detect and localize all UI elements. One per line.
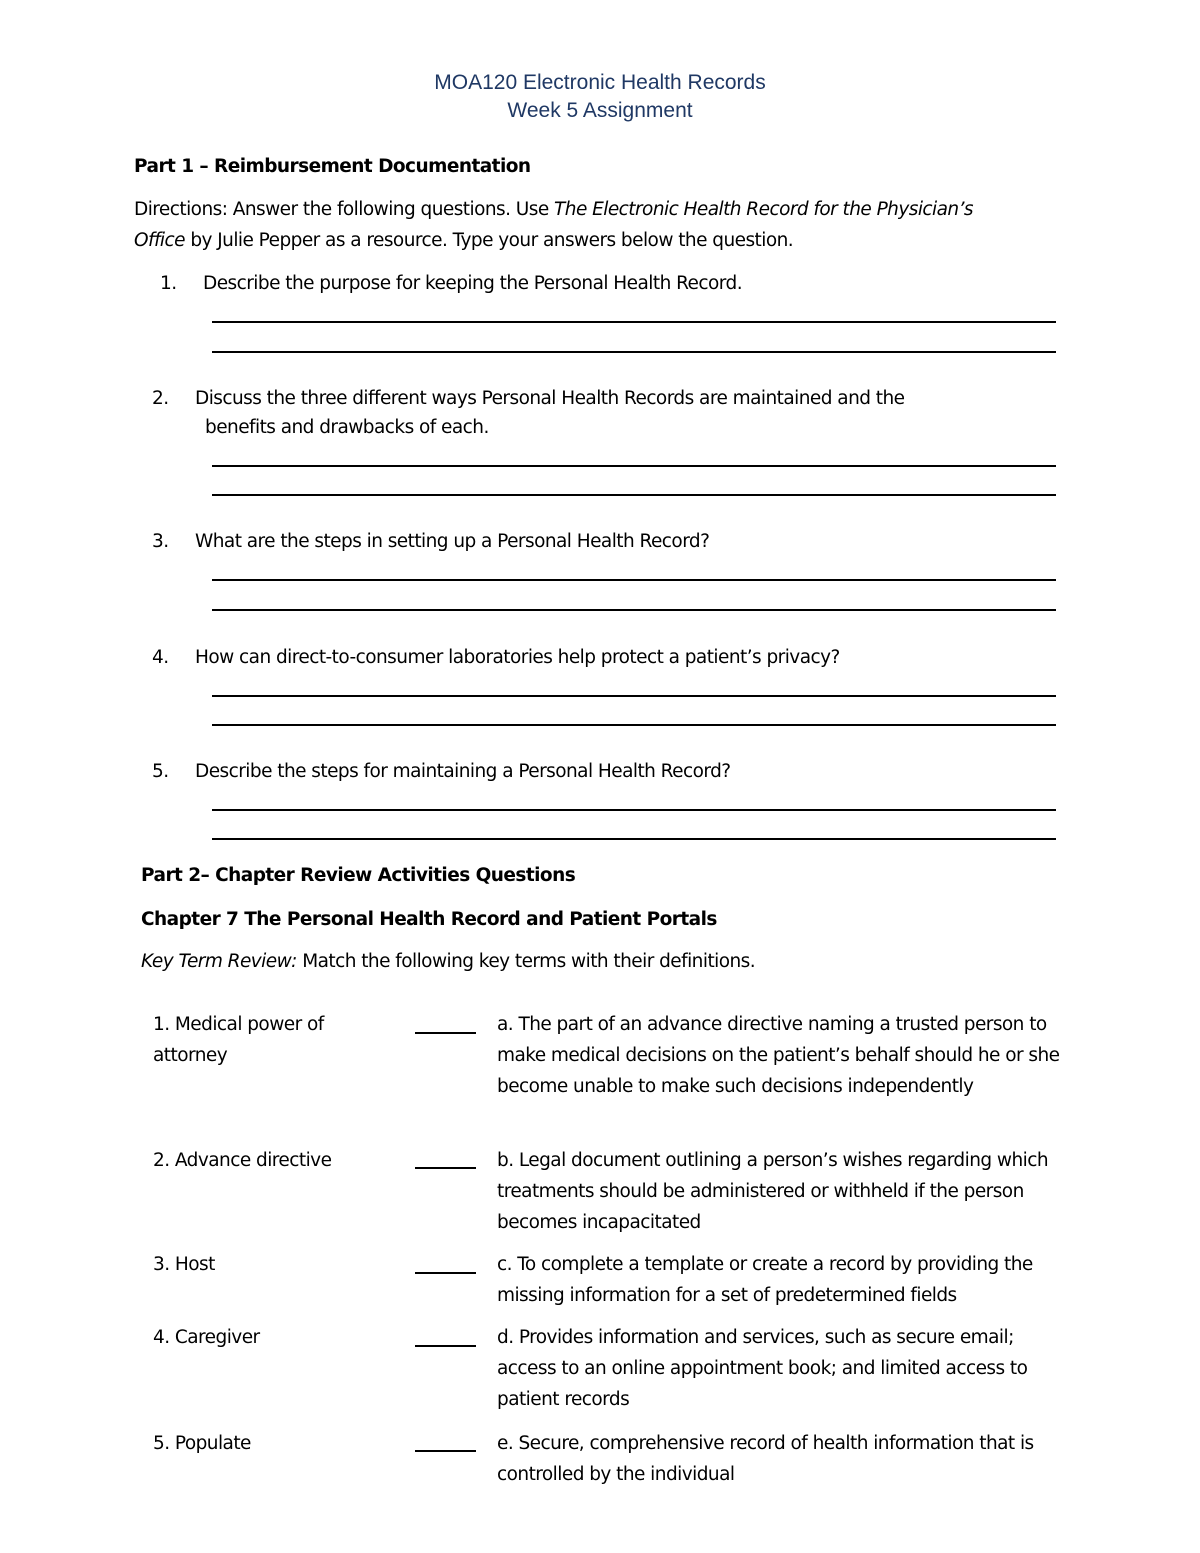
question-2-number: 2. (152, 388, 169, 409)
question-4-answer-line-1[interactable] (212, 695, 1056, 697)
match-blank-4[interactable] (415, 1345, 476, 1347)
question-4-number: 4. (152, 647, 169, 668)
directions-line-1 (134, 199, 973, 220)
key-term-label: Key Term Review: (141, 951, 297, 972)
question-3-answer-line-1[interactable] (212, 579, 1056, 581)
match-definition-c: c. To complete a template or create a record by providing the missing information for a set of predetermined fields (497, 1254, 1033, 1306)
question-3-answer-line-2[interactable] (212, 609, 1056, 611)
match-term-5: 5. Populate (153, 1433, 251, 1454)
directions-post: by Julie Pepper as a resource. Type your answers below the question. (184, 230, 794, 251)
question-2-text-continued: benefits and drawbacks of each. (205, 417, 489, 438)
question-5-text: Describe the steps for maintaining a Personal Health Record? (195, 761, 731, 782)
match-definition-d: d. Provides information and services, such as secure email; access to an online appointment book; and limited access to patient records (497, 1327, 1028, 1410)
book-title-part-1: The Electronic Health Record for the Physician’s (554, 199, 974, 220)
match-blank-3[interactable] (415, 1272, 476, 1274)
question-5-answer-line-2[interactable] (212, 838, 1056, 840)
match-term-1: 1. Medical power of attorney (153, 1014, 324, 1066)
question-4-answer-line-2[interactable] (212, 724, 1056, 726)
question-1-number: 1. (160, 273, 177, 294)
question-1-answer-line-1[interactable] (212, 321, 1056, 323)
question-2-text: Discuss the three different ways Personal Health Records are maintained and the (195, 388, 905, 409)
question-5-answer-line-1[interactable] (212, 809, 1056, 811)
directions-pre: Answer the following questions. Use (227, 199, 555, 220)
document-title: MOA120 Electronic Health Records (434, 71, 766, 94)
match-definition-a: a. The part of an advance directive naming a trusted person to make medical decisions on the patient’s behalf should he or she become unable to make such decisions independently (497, 1014, 1060, 1097)
match-definition-e: e. Secure, comprehensive record of health information that is controlled by the individual (497, 1433, 1034, 1485)
question-1-text: Describe the purpose for keeping the Personal Health Record. (203, 273, 743, 294)
match-term-3: 3. Host (153, 1254, 215, 1275)
question-2-answer-line-2[interactable] (212, 494, 1056, 496)
book-title-part-2: Office (134, 230, 185, 251)
match-blank-5[interactable] (415, 1450, 476, 1452)
directions-line-2 (134, 230, 793, 251)
key-term-instructions (141, 951, 755, 972)
part2-heading: Part 2– Chapter Review Activities Questions (141, 865, 576, 886)
question-4-text: How can direct-to-consumer laboratories help protect a patient’s privacy? (195, 647, 840, 668)
match-term-4: 4. Caregiver (153, 1327, 260, 1348)
match-blank-1[interactable] (415, 1032, 476, 1034)
directions-label: Directions: (134, 199, 228, 220)
question-3-text: What are the steps in setting up a Personal Health Record? (195, 531, 710, 552)
question-3-number: 3. (152, 531, 169, 552)
question-2-answer-line-1[interactable] (212, 465, 1056, 467)
question-5-number: 5. (152, 761, 169, 782)
match-blank-2[interactable] (415, 1167, 476, 1169)
part1-heading: Part 1 – Reimbursement Documentation (134, 156, 531, 177)
match-definition-b: b. Legal document outlining a person’s wishes regarding which treatments should be administered or withheld if the person becomes incapacitated (497, 1150, 1049, 1233)
chapter-heading: Chapter 7 The Personal Health Record and Patient Portals (141, 909, 717, 930)
key-term-text: Match the following key terms with their definitions. (296, 951, 756, 972)
question-1-answer-line-2[interactable] (212, 351, 1056, 353)
match-term-2: 2. Advance directive (153, 1150, 332, 1171)
document-subtitle: Week 5 Assignment (507, 99, 693, 122)
